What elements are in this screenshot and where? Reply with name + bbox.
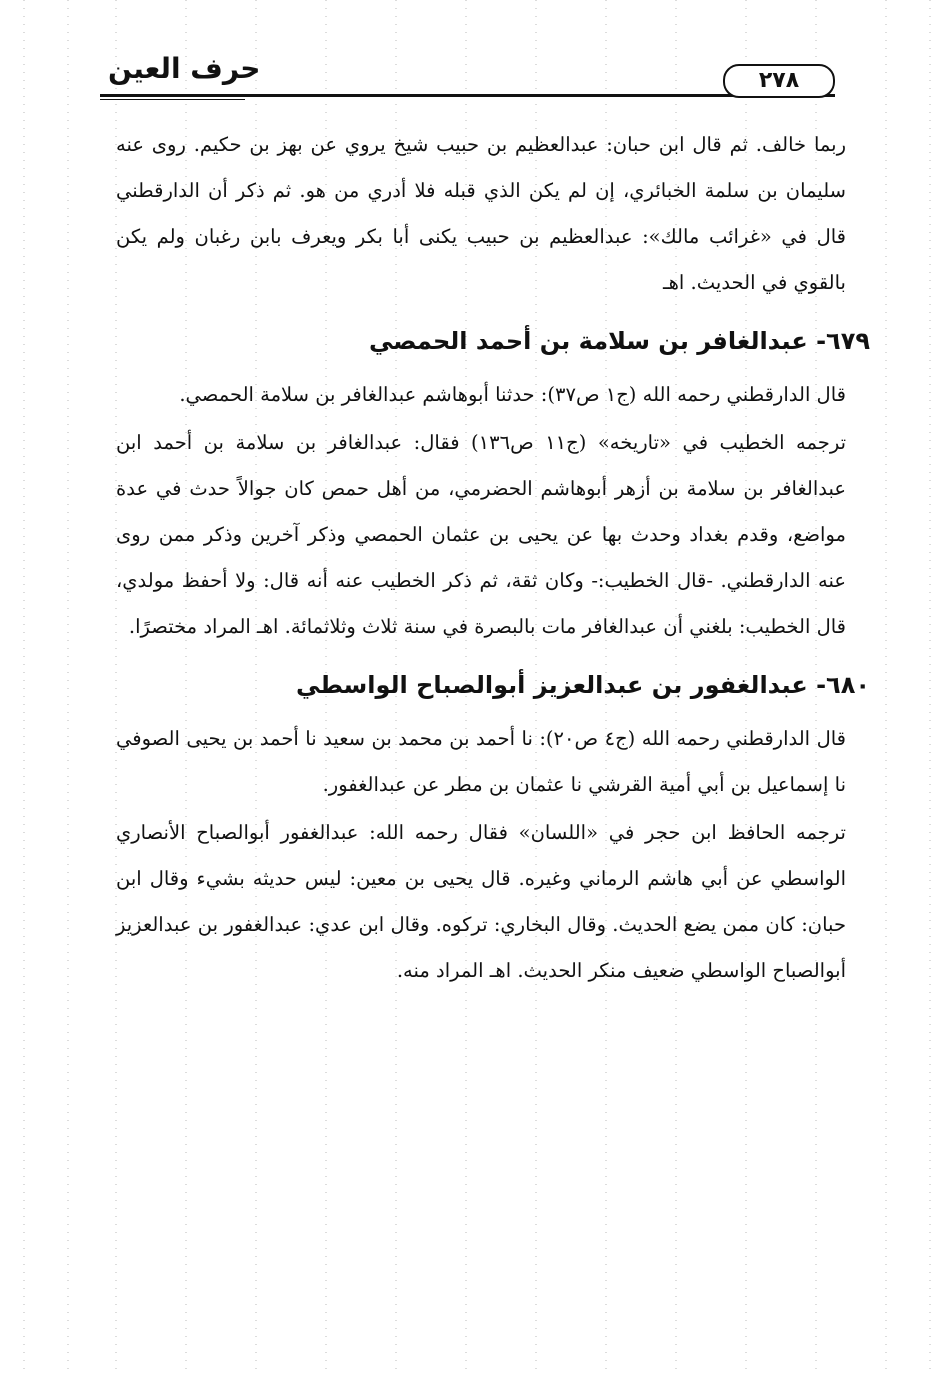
page-header [100,52,835,102]
entry-heading: ٦٧٩- عبدالغافر بن سلامة بن أحمد الحمصي [368,327,870,355]
paragraph: ربما خالف. ثم قال ابن حبان: عبدالعظيم بن حبيب شيخ يروي عن بهز بن حكيم. روى عنه سليمان بن سلمة الخبائري، إن لم يكن الذي قبله فلا أدري من هو. ثم ذكر أن الدارقطني قال في «غرائب مالك»: عبدالعظيم بن حبيب يكنى أبا بكر ويعرف بابن رغبان ولم يكن بالقوي في الحديث. اهـ [116,133,846,294]
paragraph: ترجمه الخطيب في «تاريخه» (ج١١ ص١٣٦) فقال: عبدالغافر بن سلامة بن أحمد ابن عبدالغافر بن سلامة بن أزهر أبوهاشم الحضرمي، من أهل حمص كان جوالاً حدث في عدة مواضع، وقدم بغداد وحدث بها عن يحيى بن عثمان الحمصي وذكر آخرين وذكر ممن روى عنه الدارقطني. -قال الخطيب:- وكان ثقة، ثم ذكر الخطيب عنه أنه قال: ولا أحفظ مولدي، قال الخطيب: بلغني أن عبدالغافر مات بالبصرة في سنة ثلاث وثلاثمائة. اهـ المراد مختصرًا. [116,431,847,638]
page-body [116,122,870,994]
header-underline [100,99,245,100]
paragraph: قال الدارقطني رحمه الله (ج١ ص٣٧): حدثنا أبوهاشم عبدالغافر بن سلامة الحمصي. [179,383,846,406]
page-number: ٢٧٨ [723,64,835,98]
section-title: حرف العين [108,52,261,85]
header-rule [100,94,835,97]
entry-heading: ٦٨٠- عبدالغفور بن عبدالعزيز أبوالصباح الواسطي [295,671,870,699]
paragraph: قال الدارقطني رحمه الله (ج٤ ص٢٠): نا أحمد بن محمد بن سعيد نا أحمد بن يحيى الصوفي نا إسماعيل بن أبي أمية القرشي نا عثمان بن مطر عن عبدالغفور. [116,727,846,796]
paragraph: ترجمه الحافظ ابن حجر في «اللسان» فقال رحمه الله: عبدالغفور أبوالصباح الأنصاري الواسطي عن أبي هاشم الرماني وغيره. قال يحيى بن معين: ليس حديثه بشيء وقال ابن حبان: كان ممن يضع الحديث. وقال البخاري: تركوه. وقال ابن عدي: عبدالغفور بن عبدالعزيز أبوالصباح الواسطي ضعيف منكر الحديث. اهـ المراد منه. [116,821,846,982]
